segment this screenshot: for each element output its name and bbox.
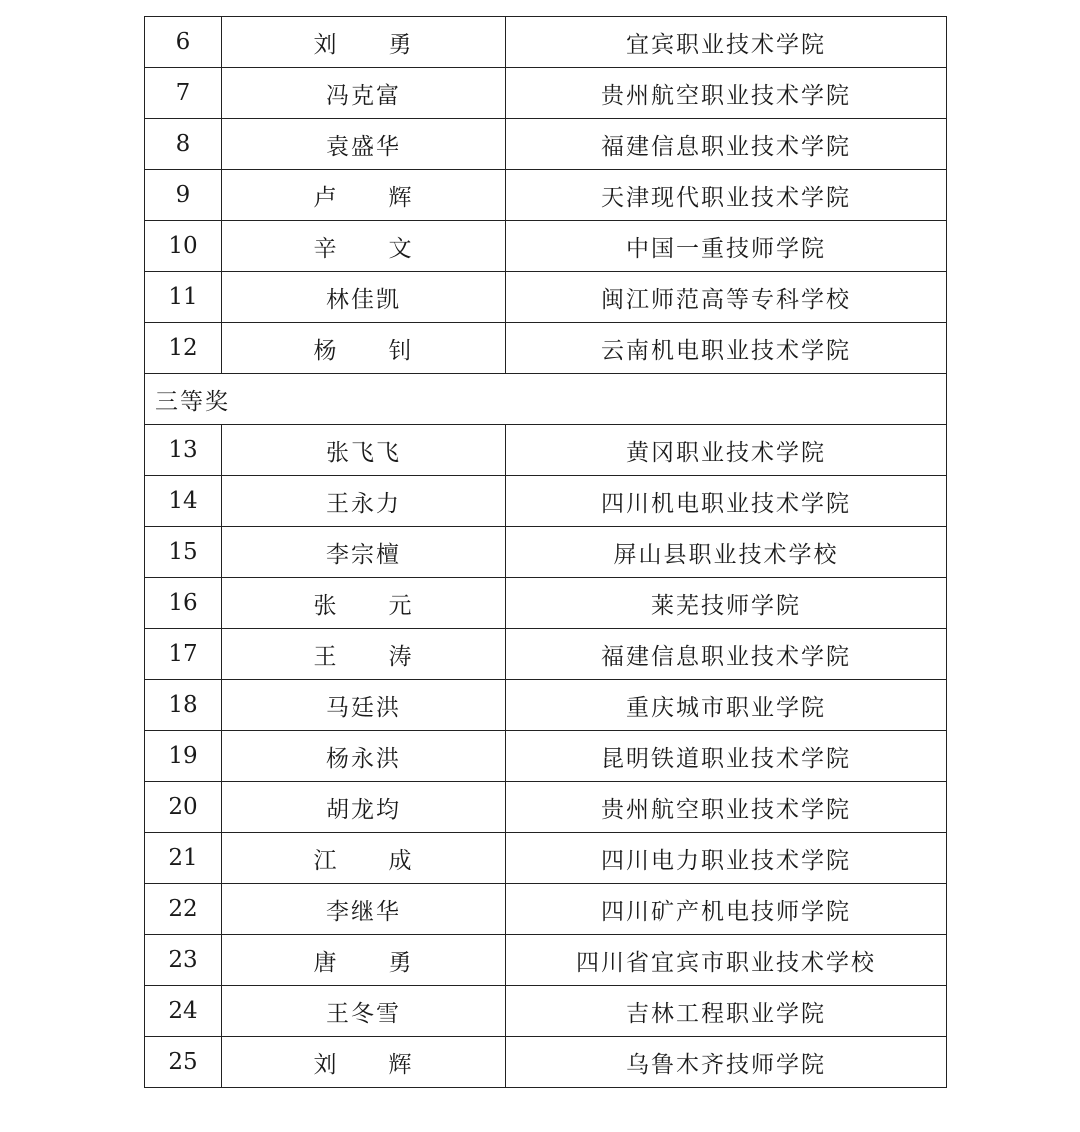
school-name: 昆明铁道职业技术学院 [506, 731, 947, 782]
third-prize-section [145, 374, 947, 425]
school-name: 天津现代职业技术学院 [506, 170, 947, 221]
section-header-row [145, 374, 947, 425]
row-number: 8 [145, 119, 222, 170]
winner-name: 刘 辉 [222, 1037, 506, 1088]
table-row [145, 170, 947, 221]
table-row [145, 935, 947, 986]
row-number: 25 [145, 1037, 222, 1088]
winner-name: 刘 勇 [222, 17, 506, 68]
school-name: 吉林工程职业学院 [506, 986, 947, 1037]
school-name: 贵州航空职业技术学院 [506, 782, 947, 833]
second-prize-rows [145, 17, 947, 374]
school-name: 四川机电职业技术学院 [506, 476, 947, 527]
row-number: 6 [145, 17, 222, 68]
winner-name: 杨永洪 [222, 731, 506, 782]
table-row [145, 425, 947, 476]
school-name: 四川省宜宾市职业技术学校 [506, 935, 947, 986]
winner-name: 卢 辉 [222, 170, 506, 221]
winner-name: 马廷洪 [222, 680, 506, 731]
winner-name: 辛 文 [222, 221, 506, 272]
row-number: 19 [145, 731, 222, 782]
winner-name: 唐 勇 [222, 935, 506, 986]
winner-name: 李继华 [222, 884, 506, 935]
school-name: 福建信息职业技术学院 [506, 119, 947, 170]
school-name: 闽江师范高等专科学校 [506, 272, 947, 323]
award-list-table [144, 16, 947, 1088]
school-name: 四川电力职业技术学院 [506, 833, 947, 884]
winner-name: 胡龙均 [222, 782, 506, 833]
school-name: 黄冈职业技术学院 [506, 425, 947, 476]
school-name: 云南机电职业技术学院 [506, 323, 947, 374]
row-number: 10 [145, 221, 222, 272]
winner-name: 王冬雪 [222, 986, 506, 1037]
school-name: 宜宾职业技术学院 [506, 17, 947, 68]
table-row [145, 833, 947, 884]
school-name: 福建信息职业技术学院 [506, 629, 947, 680]
winner-name: 冯克富 [222, 68, 506, 119]
winner-name: 李宗檀 [222, 527, 506, 578]
row-number: 14 [145, 476, 222, 527]
winner-name: 江 成 [222, 833, 506, 884]
winner-name: 杨 钊 [222, 323, 506, 374]
table-row [145, 884, 947, 935]
table-row [145, 272, 947, 323]
winner-name: 王永力 [222, 476, 506, 527]
school-name: 莱芜技师学院 [506, 578, 947, 629]
table-row [145, 731, 947, 782]
row-number: 12 [145, 323, 222, 374]
row-number: 22 [145, 884, 222, 935]
winner-name: 王 涛 [222, 629, 506, 680]
row-number: 9 [145, 170, 222, 221]
row-number: 18 [145, 680, 222, 731]
table-row [145, 986, 947, 1037]
school-name: 贵州航空职业技术学院 [506, 68, 947, 119]
school-name: 乌鲁木齐技师学院 [506, 1037, 947, 1088]
school-name: 中国一重技师学院 [506, 221, 947, 272]
table-row [145, 323, 947, 374]
table-row [145, 578, 947, 629]
school-name: 重庆城市职业学院 [506, 680, 947, 731]
winner-name: 张 元 [222, 578, 506, 629]
table-row [145, 1037, 947, 1088]
school-name: 屏山县职业技术学校 [506, 527, 947, 578]
row-number: 20 [145, 782, 222, 833]
table-row [145, 68, 947, 119]
row-number: 23 [145, 935, 222, 986]
row-number: 16 [145, 578, 222, 629]
section-label: 三等奖 [145, 374, 947, 425]
row-number: 13 [145, 425, 222, 476]
table-row [145, 629, 947, 680]
table-row [145, 476, 947, 527]
table-row [145, 527, 947, 578]
row-number: 24 [145, 986, 222, 1037]
row-number: 7 [145, 68, 222, 119]
table-row [145, 119, 947, 170]
school-name: 四川矿产机电技师学院 [506, 884, 947, 935]
winner-name: 张飞飞 [222, 425, 506, 476]
winner-name: 袁盛华 [222, 119, 506, 170]
winner-name: 林佳凯 [222, 272, 506, 323]
table-row [145, 782, 947, 833]
table-row [145, 221, 947, 272]
row-number: 21 [145, 833, 222, 884]
third-prize-rows [145, 425, 947, 1088]
table-row [145, 680, 947, 731]
row-number: 11 [145, 272, 222, 323]
table-row [145, 17, 947, 68]
row-number: 17 [145, 629, 222, 680]
row-number: 15 [145, 527, 222, 578]
